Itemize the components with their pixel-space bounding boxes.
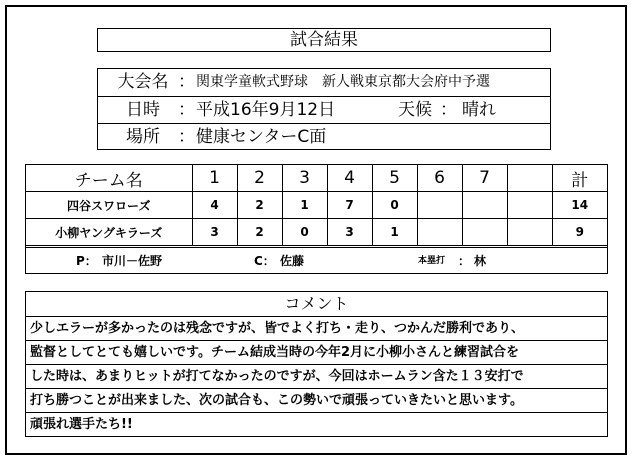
colon: ： xyxy=(178,100,195,120)
inning-score xyxy=(417,219,462,246)
inning-score xyxy=(462,192,507,219)
page-title: 試合結果 xyxy=(97,28,551,52)
comment-line: 監督としてとても嬉しいです。チーム結成当時の今年2月に小柳小さんと練習試合を xyxy=(26,341,607,365)
comment-header: コメント xyxy=(26,292,607,317)
inning-header xyxy=(507,165,552,192)
comment-line: 打ち勝つことが出来ました、次の試合も、この勢いで頑張っていきたいと思います。 xyxy=(26,389,607,413)
inning-score xyxy=(507,219,552,246)
inning-header: 6 xyxy=(417,165,462,192)
battery-row xyxy=(26,247,607,274)
comment-line: 頑張れ選手たち!! xyxy=(30,417,133,432)
homerun-hitter: 林 xyxy=(474,254,487,268)
colon: ： xyxy=(178,127,195,147)
inning-score: 3 xyxy=(192,219,237,246)
inning-score: 1 xyxy=(282,192,327,219)
catcher: 佐藤 xyxy=(280,254,305,268)
place-value: 健康センターC面 xyxy=(196,127,327,147)
inning-score: 0 xyxy=(372,192,417,219)
inning-score xyxy=(462,219,507,246)
inning-score: 2 xyxy=(237,192,282,219)
date-label: 日時 xyxy=(126,100,160,120)
match-info-box xyxy=(97,68,551,150)
weather-value: 晴れ xyxy=(462,100,496,120)
inning-header: 2 xyxy=(237,165,282,192)
catcher-label: C： xyxy=(254,254,275,268)
scoreboard xyxy=(25,164,608,274)
colon: ： xyxy=(178,72,195,92)
colon: ： xyxy=(440,100,457,120)
place-row xyxy=(98,123,550,150)
team-name: 四谷スワローズ xyxy=(26,192,192,219)
team-name-header: チーム名 xyxy=(26,165,192,192)
inning-header: 5 xyxy=(372,165,417,192)
inning-header: 4 xyxy=(327,165,372,192)
date-row xyxy=(98,96,550,123)
total-score: 14 xyxy=(552,192,607,219)
inning-score: 3 xyxy=(327,219,372,246)
inning-header: 1 xyxy=(192,165,237,192)
inning-header: 3 xyxy=(282,165,327,192)
inning-score xyxy=(507,192,552,219)
colon: ： xyxy=(458,254,471,268)
team-name: 小柳ヤングキラーズ xyxy=(26,219,192,246)
inning-score: 1 xyxy=(372,219,417,246)
inning-score: 2 xyxy=(237,219,282,246)
table-row xyxy=(26,219,607,246)
inning-score: 4 xyxy=(192,192,237,219)
comment-line: 少しエラーが多かったのは残念ですが、皆でよく打ち・走り、つかんだ勝利であり、 xyxy=(26,317,607,341)
total-header: 計 xyxy=(552,165,607,192)
place-label: 場所 xyxy=(126,127,160,147)
comment-line: した時は、あまりヒットが打てなかったのですが、今回はホームラン含た１３安打で xyxy=(26,365,607,389)
inning-score: 0 xyxy=(282,219,327,246)
inning-header: 7 xyxy=(462,165,507,192)
inning-score xyxy=(417,192,462,219)
score-table xyxy=(26,165,607,246)
tournament-row xyxy=(98,69,550,95)
tournament-value: 関東学童軟式野球 新人戦東京都大会府中予選 xyxy=(196,74,490,90)
homerun-label: 本塁打 xyxy=(418,256,446,266)
total-score: 9 xyxy=(552,219,607,246)
score-header-row xyxy=(26,165,607,192)
inning-score: 7 xyxy=(327,192,372,219)
tournament-label: 大会名 xyxy=(117,72,169,92)
table-row xyxy=(26,192,607,219)
date-value: 平成16年9月12日 xyxy=(196,100,336,120)
weather-label: 天候 xyxy=(398,100,432,120)
comment-box xyxy=(25,291,608,437)
pitchers: 市川－佐野 xyxy=(102,254,163,268)
pitcher-label: P： xyxy=(76,254,97,268)
